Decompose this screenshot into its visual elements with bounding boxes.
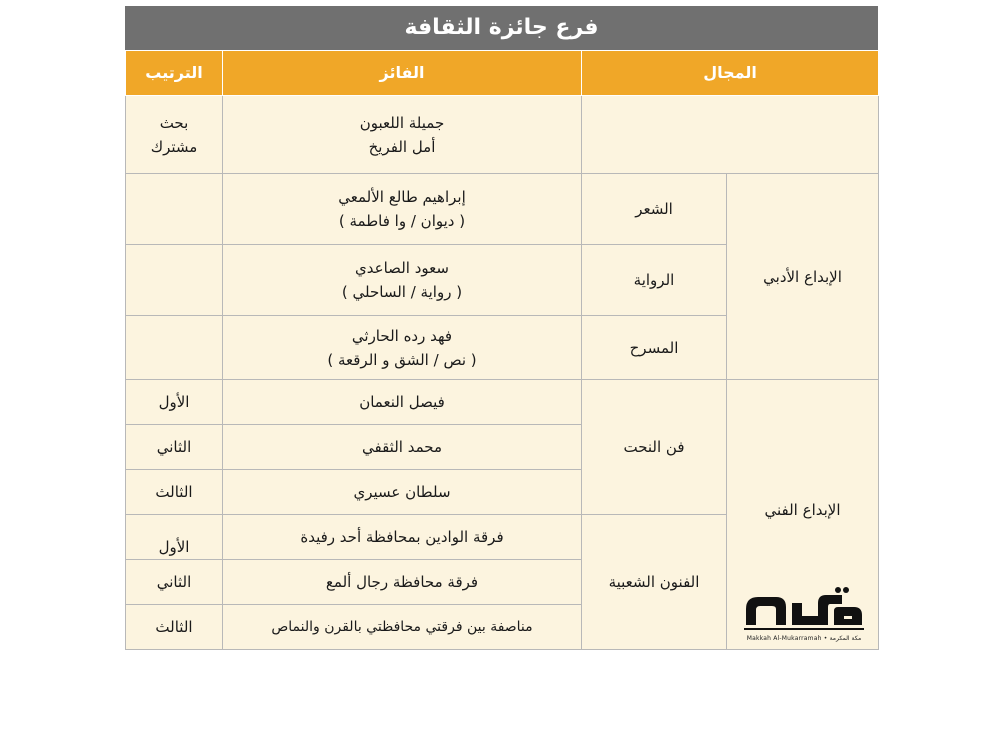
category-cell: الإبداع الأدبي [727,174,879,380]
rank-cell: الثاني [126,560,223,605]
winner-work: ( ديوان / وا فاطمة ) [338,212,466,230]
logo-caption: Makkah Al-Mukarramah • مكة المكرمة [746,635,862,642]
subcategory-cell: فن النحت [582,380,727,515]
category-cell: الإبداع الفني [727,380,879,650]
winner-cell: سلطان عسيري [223,470,582,515]
subcategory-cell: الرواية [582,245,727,316]
winner-cell [223,174,582,245]
winner-cell: محمد الثقفي [223,425,582,470]
subcategory-cell: الشعر [582,174,727,245]
winner-work: ( نص / الشق و الرقعة ) [327,350,477,369]
winner-cell: فرقة الوادين بمحافظة أحد رفيدة [223,515,582,560]
results-sheet [125,6,878,650]
winner-name: أمل الفريخ [368,137,436,156]
winner-work: ( رواية / الساحلي ) [341,283,463,301]
subcategory-cell: الفنون الشعبية [582,515,727,650]
rank-cell [126,174,223,245]
rank-text: مشترك [150,137,198,156]
page-title: فرع جائزة الثقافة [125,6,878,50]
winner-name: فهد رده الحارثي [351,326,453,345]
header-winner: الفائز [223,51,582,96]
winner-name: جميلة اللعبون [359,113,445,132]
header-field: المجال [582,51,879,96]
winner-cell [223,316,582,380]
rank-cell [126,96,223,174]
table-row [126,174,879,245]
rank-cell: الأول [126,380,223,425]
winner-cell: فرقة محافظة رجال ألمع [223,560,582,605]
winner-cell: فيصل النعمان [223,380,582,425]
makkah-logo-icon [742,585,866,631]
table-row [126,96,879,174]
rank-cell: الثالث [126,470,223,515]
header-rank: الترتيب [126,51,223,96]
rank-text: بحث [159,113,189,132]
rank-cell [126,245,223,316]
winner-cell [223,96,582,174]
makkah-newspaper-logo [742,585,866,647]
rank-cell: الثاني [126,425,223,470]
winner-cell [223,245,582,316]
winner-cell: مناصفة بين فرقتي محافظتي بالقرن والنماص [223,605,582,650]
rank-cell: الثالث [126,605,223,650]
winner-name: إبراهيم طالع الألمعي [338,188,466,206]
rank-cell [126,316,223,380]
winners-table [125,50,879,650]
subcategory-cell: المسرح [582,316,727,380]
rank-cell: الأول [126,515,223,560]
field-cell-empty [582,96,879,174]
table-row [126,380,879,425]
winner-name: سعود الصاعدي [355,259,449,277]
